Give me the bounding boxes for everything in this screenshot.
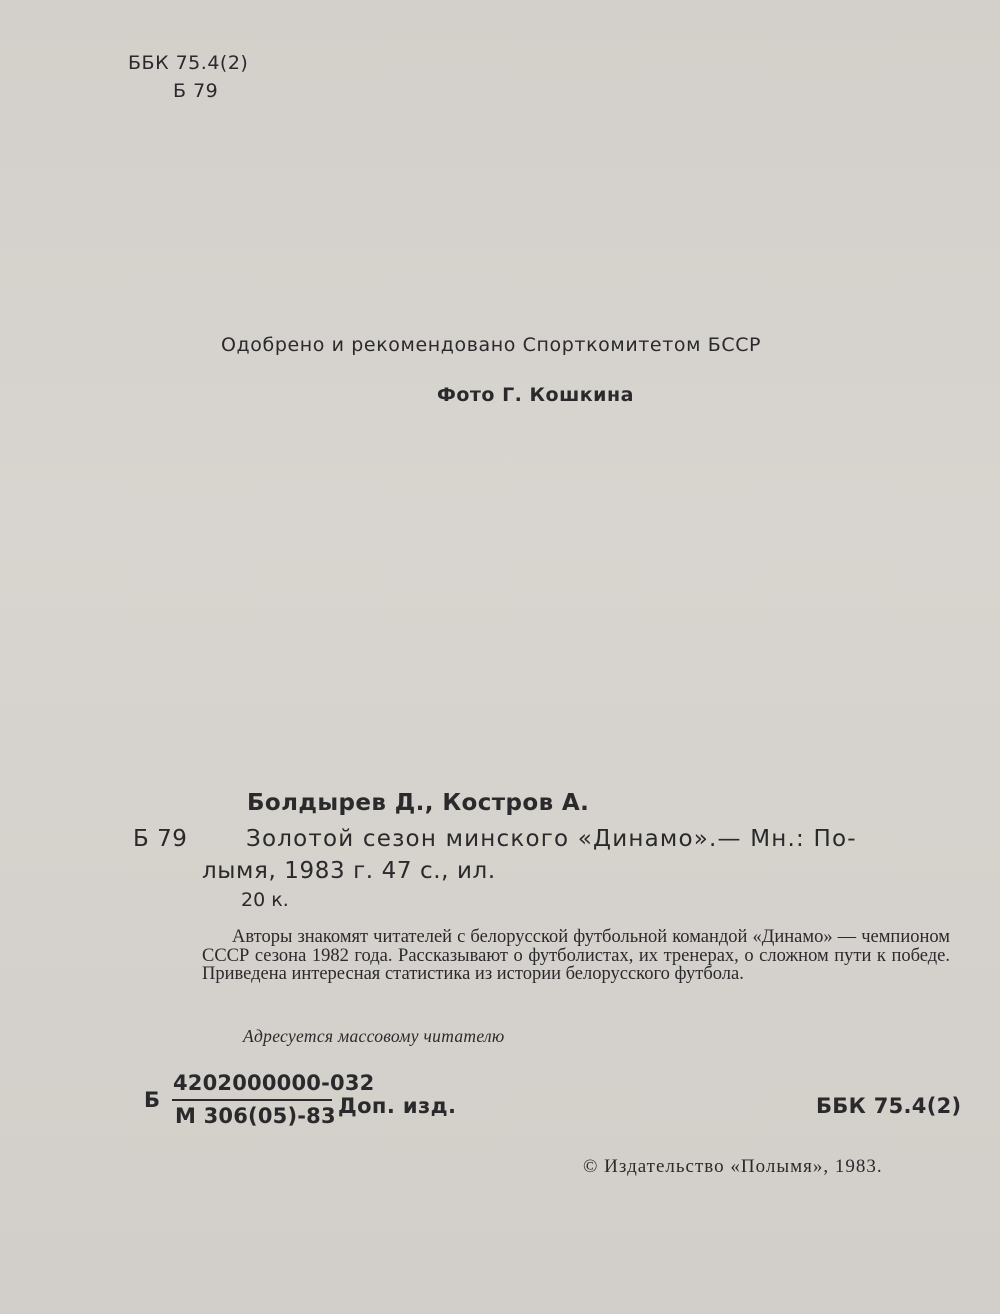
catalog-title-line1: Золотой сезон минского «Динамо».— Мн.: По-	[246, 826, 857, 852]
catalog-abstract	[202, 928, 950, 984]
cutter-code-top: Б 79	[173, 80, 219, 102]
approval-line: Одобрено и рекомендовано Спорткомитетом БССР	[221, 334, 762, 356]
footer-code-divider	[172, 1099, 332, 1101]
abstract-text: Авторы знакомят читателей с белорусской футбольной командой «Динамо» — чемпионом СССР сезона 1982 года. Рассказывают о футболистах, их тренерах, о сложном пути к победе. Приведена интересная статистика из истории белорусского футбола.	[202, 927, 950, 984]
footer-edition: Доп. изд.	[338, 1094, 457, 1118]
catalog-cutter: Б 79	[133, 826, 188, 852]
footer-code-bottom: М 306(05)-83	[175, 1104, 336, 1128]
bbk-code-top: ББК 75.4(2)	[128, 52, 249, 74]
copyright-line: © Издательство «Полымя», 1983.	[583, 1156, 883, 1177]
catalog-title-line2: лымя, 1983 г. 47 с., ил.	[202, 858, 496, 884]
footer-letter: Б	[144, 1088, 161, 1112]
catalog-authors: Болдырев Д., Костров А.	[247, 790, 590, 816]
catalog-price: 20 к.	[241, 889, 289, 911]
footer-code-top: 4202000000-032	[173, 1071, 375, 1095]
footer-bbk: ББК 75.4(2)	[816, 1094, 962, 1118]
photo-credit: Фото Г. Кошкина	[437, 384, 634, 406]
audience-note: Адресуется массовому читателю	[243, 1026, 505, 1046]
bleed-through-title	[300, 210, 336, 348]
